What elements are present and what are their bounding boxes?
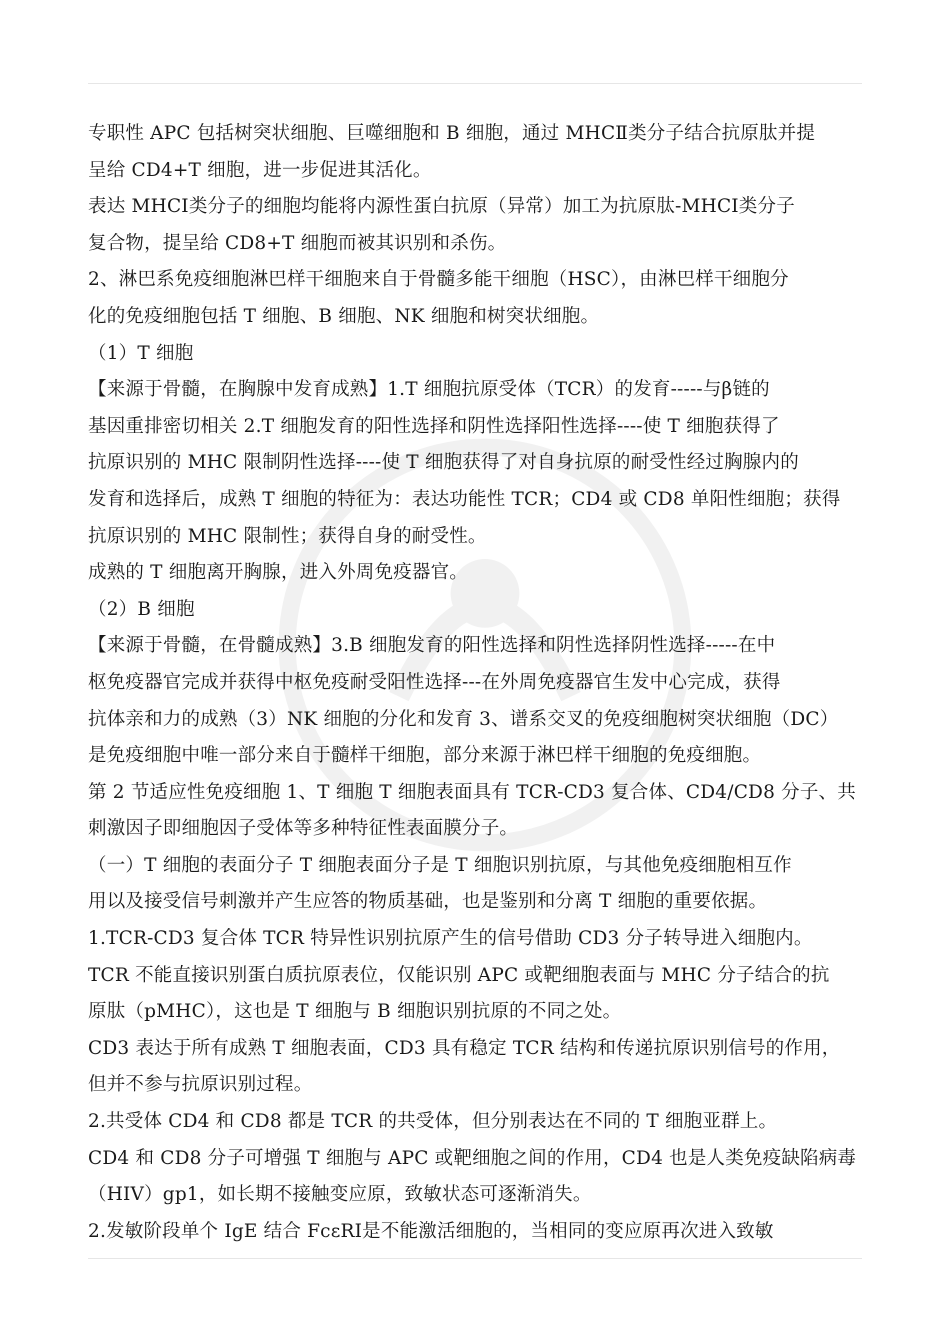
text-line: 2.发敏阶段单个 IgE 结合 FcεRⅠ是不能激活细胞的，当相同的变应原再次进入致敏	[88, 1220, 774, 1242]
text-line: （HIV）gp1，如长期不接触变应原，致敏状态可逐渐消失。	[88, 1184, 592, 1206]
text-line: 成熟的 T 细胞离开胸腺，进入外周免疫器官。	[88, 562, 469, 584]
section-heading: （2）B 细胞	[88, 598, 195, 620]
section-heading: （1）T 细胞	[88, 342, 194, 364]
text-line: 用以及接受信号刺激并产生应答的物质基础，也是鉴别和分离 T 细胞的重要依据。	[88, 891, 768, 913]
text-line: 专职性 APC 包括树突状细胞、巨噬细胞和 B 细胞，通过 MHCⅡ类分子结合抗原肽并提	[88, 123, 816, 144]
text-line: 但并不参与抗原识别过程。	[88, 1074, 313, 1096]
footer-rule	[88, 1258, 862, 1259]
header-rule	[88, 83, 862, 84]
text-line: 【来源于骨髓，在骨髓成熟】3.B 细胞发育的阳性选择和阴性选择阴性选择-----在中	[88, 635, 776, 657]
text-line: CD3 表达于所有成熟 T 细胞表面，CD3 具有稳定 TCR 结构和传递抗原识别信号的作用，	[88, 1037, 841, 1059]
text-line: 表达 MHCⅠ类分子的细胞均能将内源性蛋白抗原（异常）加工为抗原肽-MHCⅠ类分子	[88, 196, 795, 218]
text-line: 原肽（pMHC），这也是 T 细胞与 B 细胞识别抗原的不同之处。	[88, 1001, 622, 1023]
text-line: 刺激因子即细胞因子受体等多种特征性表面膜分子。	[88, 818, 519, 840]
text-line: 2.共受体 CD4 和 CD8 都是 TCR 的共受体，但分别表达在不同的 T 细胞亚群上。	[88, 1111, 778, 1133]
text-line: 枢免疫器官完成并获得中枢免疫耐受阳性选择---在外周免疫器官生发中心完成，获得	[88, 671, 781, 693]
text-line: 是免疫细胞中唯一部分来自于髓样干细胞，部分来源于淋巴样干细胞的免疫细胞。	[88, 745, 762, 767]
text-line: 2、淋巴系免疫细胞淋巴样干细胞来自于骨髓多能干细胞（HSC），由淋巴样干细胞分	[88, 269, 789, 291]
text-line: 复合物，提呈给 CD8+T 细胞而被其识别和杀伤。	[88, 232, 507, 254]
text-line: 抗体亲和力的成熟（3）NK 细胞的分化和发育 3、谱系交叉的免疫细胞树突状细胞（DC）	[88, 708, 839, 730]
text-line: 1.TCR-CD3 复合体 TCR 特异性识别抗原产生的信号借助 CD3 分子转导进入细胞内。	[88, 928, 813, 950]
text-line: 呈给 CD4+T 细胞，进一步促进其活化。	[88, 159, 432, 181]
text-line: 【来源于骨髓，在胸腺中发育成熟】1.T 细胞抗原受体（TCR）的发育-----与β链的	[88, 379, 770, 401]
text-line: 抗原识别的 MHC 限制阴性选择----使 T 细胞获得了对自身抗原的耐受性经过胸腺内的	[88, 452, 799, 474]
text-line: （一）T 细胞的表面分子 T 细胞表面分子是 T 细胞识别抗原，与其他免疫细胞相互作	[88, 854, 792, 876]
text-line: 化的免疫细胞包括 T 细胞、B 细胞、NK 细胞和树突状细胞。	[88, 305, 600, 327]
text-line: 抗原识别的 MHC 限制性；获得自身的耐受性。	[88, 525, 487, 547]
text-line: 发育和选择后，成熟 T 细胞的特征为：表达功能性 TCR；CD4 或 CD8 单阳性细胞；获得	[88, 488, 841, 510]
text-line: 第 2 节适应性免疫细胞 1、T 细胞 T 细胞表面具有 TCR-CD3 复合体、CD4/CD8 分子、共	[88, 781, 856, 803]
text-line: 基因重排密切相关 2.T 细胞发育的阳性选择和阴性选择阳性选择----使 T 细胞获得了	[88, 415, 780, 437]
text-line: TCR 不能直接识别蛋白质抗原表位，仅能识别 APC 或靶细胞表面与 MHC 分子结合的抗	[88, 964, 830, 986]
document-body	[88, 116, 868, 1250]
text-line: CD4 和 CD8 分子可增强 T 细胞与 APC 或靶细胞之间的作用，CD4 也是人类免疫缺陷病毒	[88, 1147, 857, 1169]
